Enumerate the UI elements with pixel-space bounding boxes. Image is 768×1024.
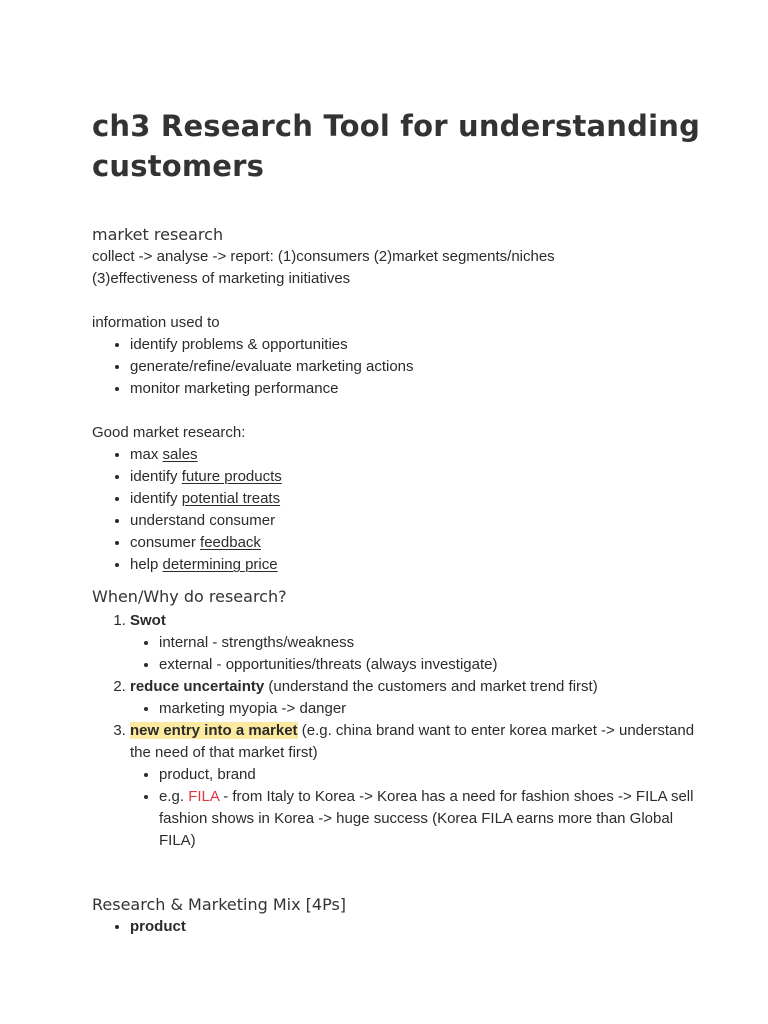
underlined-text: potential treats xyxy=(181,490,281,507)
marketing-mix-list xyxy=(92,916,702,938)
when-why-list xyxy=(92,610,702,852)
list-item: • e.g. FILA - from Italy to Korea -> Korea has a need for fashion shoes -> FILA sell fashion shows in Korea -> huge success (Korea FILA earns more than Global FILA) xyxy=(159,786,702,852)
list-item: • identify potential treats xyxy=(130,488,702,510)
red-text: FILA xyxy=(188,788,220,805)
list-item: • generate/refine/evaluate marketing actions xyxy=(130,356,702,378)
list-item-new-entry: 3. new entry into a market (e.g. china brand want to enter korea market -> understand the need of that market first) • product, brand • e.g. FILA - from Italy to Korea -> Korea has a need for fashion shoes -> FILA sell fashion shows in Korea -> huge success (Korea FILA earns more than Global FILA) xyxy=(130,720,702,852)
swot-sublist xyxy=(130,632,702,676)
underlined-text: sales xyxy=(162,446,198,463)
underlined-text: feedback xyxy=(200,534,261,551)
list-item: • external - opportunities/threats (always investigate) xyxy=(159,654,702,676)
document-page xyxy=(92,106,702,938)
list-item: • max sales xyxy=(130,444,702,466)
list-item: • help determining price xyxy=(130,554,702,576)
market-research-line-2: (3)effectiveness of marketing initiatives xyxy=(92,270,351,287)
highlighted-text: new entry into a market xyxy=(130,722,298,739)
underlined-text: future products xyxy=(181,468,282,485)
market-research-line-1: collect -> analyse -> report: (1)consumers (2)market segments/niches xyxy=(92,248,555,265)
list-item: • marketing myopia -> danger xyxy=(159,698,702,720)
good-research-list xyxy=(92,444,702,576)
good-research-intro: Good market research: xyxy=(92,424,246,441)
uncertainty-sublist xyxy=(130,698,702,720)
list-item-swot: 1. Swot • internal - strengths/weakness • external - opportunities/threats (always investigate) xyxy=(130,610,702,676)
heading-market-research: market research xyxy=(92,225,224,244)
list-item: • identify future products xyxy=(130,466,702,488)
list-item: • product, brand xyxy=(159,764,702,786)
information-list xyxy=(92,334,702,400)
new-entry-sublist xyxy=(130,764,702,852)
list-item: • consumer feedback xyxy=(130,532,702,554)
list-item: • understand consumer xyxy=(130,510,702,532)
page-title: ch3 Research Tool for understanding customers xyxy=(92,109,701,183)
heading-when-why: When/Why do research? xyxy=(92,587,287,606)
list-item: • monitor marketing performance xyxy=(130,378,702,400)
list-item: • internal - strengths/weakness xyxy=(159,632,702,654)
list-item: • identify problems & opportunities xyxy=(130,334,702,356)
list-item-reduce-uncertainty: 2. reduce uncertainty (understand the customers and market trend first) • marketing myopia -> danger xyxy=(130,676,702,720)
list-item: • product xyxy=(130,916,702,938)
heading-marketing-mix: Research & Marketing Mix [4Ps] xyxy=(92,895,347,914)
information-intro: information used to xyxy=(92,314,220,331)
underlined-text: determining price xyxy=(162,556,278,573)
